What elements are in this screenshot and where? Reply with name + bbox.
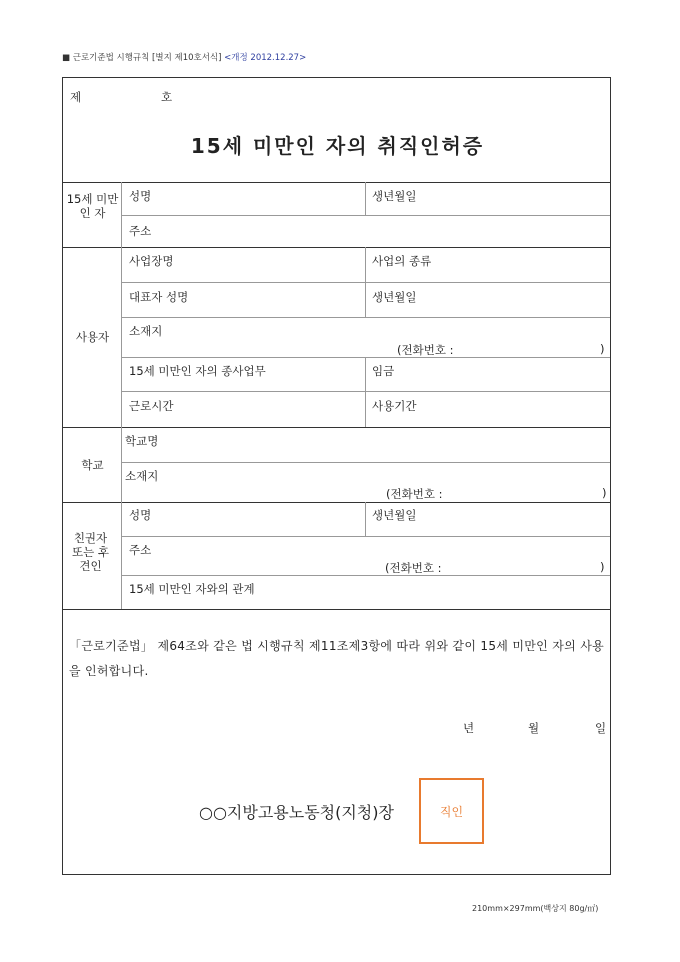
employer-phone-label: (전화번호 :	[397, 343, 454, 357]
relationship-field[interactable]: 15세 미만인 자와의 관계	[129, 582, 255, 596]
divider	[63, 502, 610, 503]
employer-location-field[interactable]: 소재지	[129, 324, 163, 338]
representative-name-field[interactable]: 대표자 성명	[129, 290, 189, 304]
guardian-birth-field[interactable]: 생년월일	[372, 508, 417, 522]
paper-spec: 210mm×297mm(백상지 80g/㎡)	[472, 904, 599, 913]
cell-divider	[365, 357, 366, 427]
guardian-phone-label: (전화번호 :	[385, 561, 442, 575]
cell-divider	[365, 502, 366, 536]
section-guardian: 친권자 또는 후견인	[72, 531, 109, 573]
school-name-field[interactable]: 학교명	[125, 434, 159, 448]
minor-name-field[interactable]: 성명	[129, 189, 152, 203]
school-location-field[interactable]: 소재지	[125, 469, 159, 483]
official-seal	[419, 778, 484, 844]
section-minor: 15세 미만인 자	[66, 192, 119, 220]
revision-date: <개정 2012.12.27>	[224, 53, 307, 63]
cell-divider	[365, 182, 366, 215]
employment-period-field[interactable]: 사용기간	[372, 399, 417, 413]
duty-field[interactable]: 15세 미만인 자의 종사업무	[129, 364, 266, 378]
business-type-field[interactable]: 사업의 종류	[372, 254, 432, 268]
number-label: 제	[70, 90, 82, 104]
working-hours-field[interactable]: 근로시간	[129, 399, 174, 413]
issuing-authority: ○○지방고용노동청(지청)장	[199, 803, 394, 822]
form-title: 15세 미만인 자의 취직인허증	[190, 134, 485, 158]
divider	[63, 247, 610, 248]
divider	[63, 182, 610, 183]
form-header	[62, 51, 306, 63]
representative-birth-field[interactable]: 생년월일	[372, 290, 417, 304]
date-day: 일	[595, 721, 607, 735]
business-name-field[interactable]: 사업장명	[129, 254, 174, 268]
ho-label: 호	[161, 90, 173, 104]
minor-address-field[interactable]: 주소	[129, 224, 152, 238]
permit-statement: 「근로기준법」 제64조와 같은 법 시행규칙 제11조제3항에 따라 위와 같이 15세 미만인 자의 사용을 인허합니다.	[69, 639, 604, 678]
employer-phone-close: )	[600, 342, 605, 356]
form-reference: ■ 근로기준법 시행규칙 [별지 제10호서식]	[62, 53, 222, 63]
guardian-phone-close: )	[600, 560, 605, 574]
row-divider	[121, 462, 610, 463]
school-phone-label: (전화번호 :	[386, 487, 443, 501]
divider	[63, 427, 610, 428]
guardian-name-field[interactable]: 성명	[129, 508, 152, 522]
divider	[63, 609, 610, 610]
row-divider	[121, 536, 610, 537]
date-month: 월	[528, 721, 540, 735]
minor-birth-field[interactable]: 생년월일	[372, 189, 417, 203]
row-divider	[121, 215, 610, 216]
row-divider	[121, 575, 610, 576]
row-divider	[121, 317, 610, 318]
permit-form	[62, 77, 611, 875]
column-divider	[121, 182, 122, 609]
school-phone-close: )	[602, 486, 607, 500]
wage-field[interactable]: 임금	[372, 364, 395, 378]
date-year: 년	[463, 721, 475, 735]
guardian-address-field[interactable]: 주소	[129, 543, 152, 557]
section-employer: 사용자	[75, 330, 110, 344]
cell-divider	[365, 247, 366, 317]
section-school: 학교	[81, 458, 104, 472]
seal-label: 직인	[439, 804, 464, 819]
